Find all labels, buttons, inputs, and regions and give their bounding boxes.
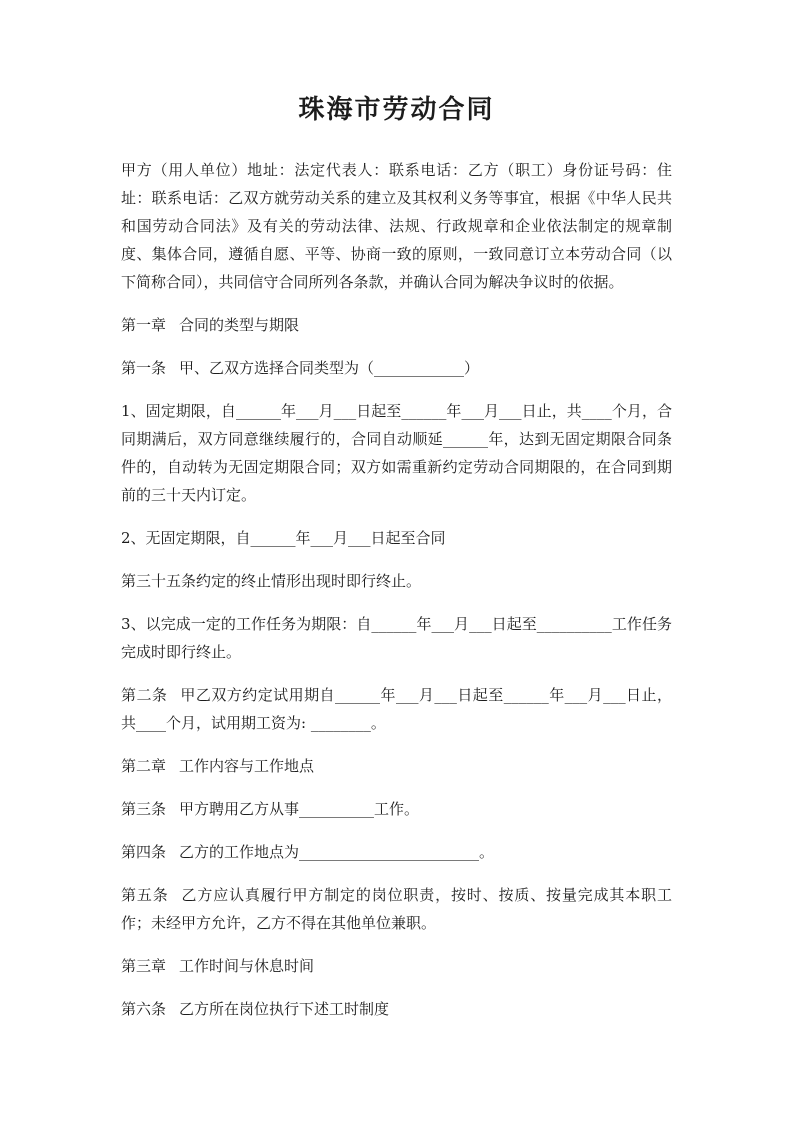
clause-paragraph (121, 311, 672, 339)
body-paragraph (121, 156, 672, 296)
clause-paragraph (121, 354, 672, 382)
paragraph-text: 2、无固定期限，自______年___月___日起至合同 (121, 529, 446, 547)
paragraph-text: 甲方聘用乙方从事__________工作。 (179, 800, 420, 818)
clause-label: 第六条 (121, 1000, 167, 1018)
clause-paragraph (121, 881, 672, 937)
paragraph-text: 工作时间与休息时间 (179, 957, 315, 975)
clause-paragraph (121, 795, 672, 823)
document-body (121, 156, 672, 1023)
clause-paragraph (121, 838, 672, 866)
paragraph-text: 甲、乙双方选择合同类型为（____________） (179, 359, 480, 377)
paragraph-text: 3、以完成一定的工作任务为期限：自______年___月___日起至__________工作任务完成时即行终止。 (121, 615, 672, 661)
paragraph-text: 乙方应认真履行甲方制定的岗位职责，按时、按质、按量完成其本职工作；未经甲方允许，乙方不得在其他单位兼职。 (121, 886, 672, 932)
clause-paragraph (121, 752, 672, 780)
paragraph-text: 乙方所在岗位执行下述工时制度 (179, 1000, 390, 1018)
clause-paragraph (121, 995, 672, 1023)
clause-label: 第二章 (121, 757, 167, 775)
body-paragraph (121, 567, 672, 595)
clause-label: 第一条 (121, 359, 167, 377)
document-title: 珠海市劳动合同 (298, 95, 495, 125)
clause-paragraph (121, 681, 672, 737)
clause-label: 第四条 (121, 843, 167, 861)
paragraph-text: 工作内容与工作地点 (179, 757, 315, 775)
body-paragraph (121, 524, 672, 552)
clause-label: 第二条 (121, 686, 168, 704)
paragraph-text: 甲方（用人单位）地址：法定代表人：联系电话：乙方（职工）身份证号码：住址：联系电话：乙双方就劳动关系的建立及其权利义务等事宜，根据《中华人民共和国劳动合同法》及有关的劳动法律、法规、行政规章和企业依法制定的规章制度、集体合同，遵循自愿、平等、协商一致的原则，一致同意订立本劳动合同（以下简称合同），共同信守合同所列各条款，并确认合同为解决争议时的依据。 (121, 161, 672, 291)
clause-paragraph (121, 952, 672, 980)
clause-label: 第三条 (121, 800, 167, 818)
paragraph-text: 合同的类型与期限 (179, 316, 300, 334)
paragraph-text: 第三十五条约定的终止情形出现时即行终止。 (121, 572, 422, 590)
body-paragraph (121, 610, 672, 666)
paragraph-text: 乙方的工作地点为________________________。 (179, 843, 495, 861)
clause-label: 第五条 (121, 886, 169, 904)
body-paragraph (121, 397, 672, 509)
paragraph-text: 甲乙双方约定试用期自______年___月___日起至______年___月___日止，共____个月，试用期工资为: ________。 (121, 686, 672, 732)
clause-label: 第三章 (121, 957, 167, 975)
paragraph-text: 1、固定期限，自______年___月___日起至______年___月___日止，共____个月，合同期满后，双方同意继续履行的，合同自动顺延______年，达到无固定期限合同条件的，自动转为无固定期限合同；双方如需重新约定劳动合同期限的，在合同到期前的三十天内订定。 (121, 402, 672, 504)
clause-label: 第一章 (121, 316, 167, 334)
